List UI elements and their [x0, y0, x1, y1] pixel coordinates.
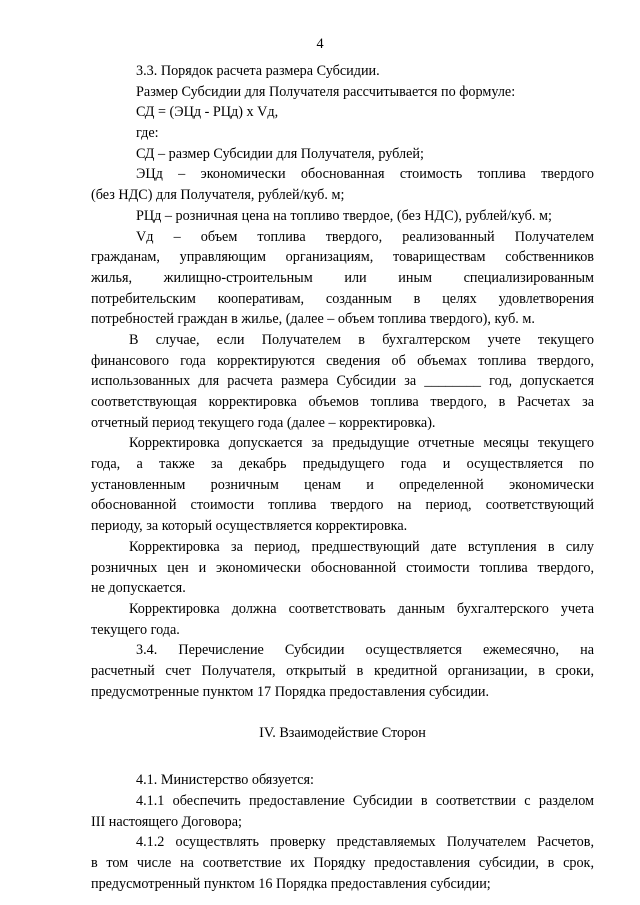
definition-vd-cont-2: жилья, жилищно-строительным или иным специализированным [91, 269, 594, 286]
correction-paragraph-1-cont-3: соответствующая корректировка объемов топлива твердого, в Расчетах за [91, 394, 594, 410]
definition-vd-cont-3: потребительским кооперативам, созданным в целях удовлетворения [91, 290, 594, 307]
correction-paragraph-3: Корректировка за период, предшествующий дате вступления в силу [129, 538, 594, 555]
section-3-4-cont-2: предусмотренные пунктом 17 Порядка предоставления субсидии. [91, 683, 490, 700]
formula-where: где: [136, 125, 159, 142]
correction-paragraph-4: Корректировка должна соответствовать данным бухгалтерского учета [129, 600, 594, 617]
section-4-1: 4.1. Министерство обязуется: [136, 772, 314, 789]
section-3-4: 3.4. Перечисление Субсидии осуществляется ежемесячно, на [136, 642, 594, 659]
formula-intro: Размер Субсидии для Получателя рассчитывается по формуле: [136, 83, 516, 100]
correction-paragraph-2-cont-2: установленным розничным ценам и определенной экономически [91, 476, 594, 493]
section-4-1-1-cont: III настоящего Договора; [91, 813, 242, 830]
section-4-1-2-cont-1: в том числе на соответствие их Порядку предоставления субсидии, в срок, [91, 855, 594, 872]
definition-ecd: ЭЦд – экономически обоснованная стоимость топлива твердого [136, 166, 594, 183]
section-iv-heading: IV. Взаимодействие Сторон [259, 725, 426, 741]
correction-paragraph-1-cont-1: финансового года корректируются сведения об объемах топлива твердого, [91, 352, 594, 369]
definition-rcd: РЦд – розничная цена на топливо твердое, (без НДС), рублей/куб. м; [136, 207, 552, 224]
correction-paragraph-2: Корректировка допускается за предыдущие отчетные месяцы текущего [129, 435, 594, 452]
correction-paragraph-2-cont-1: года, а также за декабрь предыдущего года и осуществляется по [91, 456, 594, 473]
correction-paragraph-2-cont-4: периоду, за который осуществляется корректировка. [91, 518, 408, 535]
definition-vd-cont-1: гражданам, управляющим организациям, товариществам собственников [91, 249, 594, 266]
definition-vd-cont-4: потребностей граждан в жилье, (далее – объем топлива твердого), куб. м. [91, 311, 535, 328]
correction-paragraph-3-cont-1: розничных цен и экономически обоснованной стоимости топлива твердого, [91, 559, 594, 576]
section-3-4-cont-1: расчетный счет Получателя, открытый в кредитной организации, в сроки, [91, 662, 594, 679]
definition-sd: СД – размер Субсидии для Получателя, рублей; [136, 145, 424, 162]
document-body [91, 61, 594, 895]
correction-paragraph-1: В случае, если Получателем в бухгалтерском учете текущего [129, 331, 594, 348]
correction-paragraph-2-cont-3: обоснованной стоимости топлива твердого на период, соответствующий [91, 497, 594, 514]
page-number: 4 [316, 36, 324, 52]
correction-paragraph-4-cont: текущего года. [91, 621, 180, 638]
definition-ecd-cont: (без НДС) для Получателя, рублей/куб. м; [91, 187, 345, 204]
section-4-1-2: 4.1.2 осуществлять проверку представляемых Получателем Расчетов, [136, 834, 594, 851]
section-4-1-2-cont-2: предусмотренный пунктом 16 Порядка предоставления субсидии; [91, 875, 491, 892]
section-3-3-title: 3.3. Порядок расчета размера Субсидии. [136, 63, 380, 79]
definition-vd: Vд – объем топлива твердого, реализованный Получателем [136, 228, 594, 245]
correction-paragraph-1-cont-2: использованных для расчета размера Субсидии за ________ год, допускается [91, 373, 594, 390]
correction-paragraph-3-cont-2: не допускается. [91, 580, 186, 597]
correction-paragraph-1-cont-4: отчетный период текущего года (далее – корректировка). [91, 414, 436, 431]
formula: СД = (ЭЦд - РЦд) х Vд, [136, 104, 279, 121]
section-4-1-1: 4.1.1 обеспечить предоставление Субсидии в соответствии с разделом [136, 793, 594, 810]
